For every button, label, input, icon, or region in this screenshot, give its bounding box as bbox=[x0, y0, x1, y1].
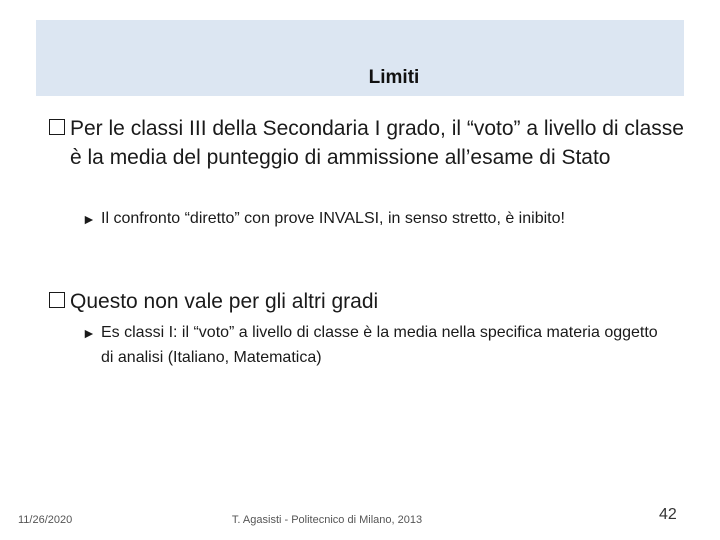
title-bar bbox=[36, 20, 684, 96]
sub-bullet-item bbox=[82, 206, 672, 231]
sub-bullet-item bbox=[82, 320, 672, 370]
footer-author: T. Agasisti - Politecnico di Milano, 2013 bbox=[231, 514, 423, 526]
triangle-bullet-icon: ► bbox=[82, 325, 96, 341]
footer-date: 11/26/2020 bbox=[18, 514, 73, 526]
bullet-item bbox=[49, 287, 689, 316]
checkbox-bullet-icon bbox=[49, 119, 65, 135]
sub-bullet-text: Il confronto “diretto” con prove INVALSI, in senso stretto, è inibito! bbox=[101, 210, 565, 227]
bullet-text: Questo non vale per gli altri gradi bbox=[70, 290, 379, 313]
page-number: 42 bbox=[659, 506, 677, 523]
bullet-text: Per le classi III della Secondaria I grado, il “voto” a livello di classe è la media del punteggio di ammissione all’esame di Stato bbox=[70, 117, 684, 169]
slide-title: Limiti bbox=[368, 67, 420, 88]
checkbox-bullet-icon bbox=[49, 292, 65, 308]
sub-bullet-text: Es classi I: il “voto” a livello di classe è la media nella specifica materia oggetto di analisi (Italiano, Matematica) bbox=[101, 324, 658, 366]
triangle-bullet-icon: ► bbox=[82, 211, 96, 227]
bullet-item bbox=[49, 114, 689, 172]
